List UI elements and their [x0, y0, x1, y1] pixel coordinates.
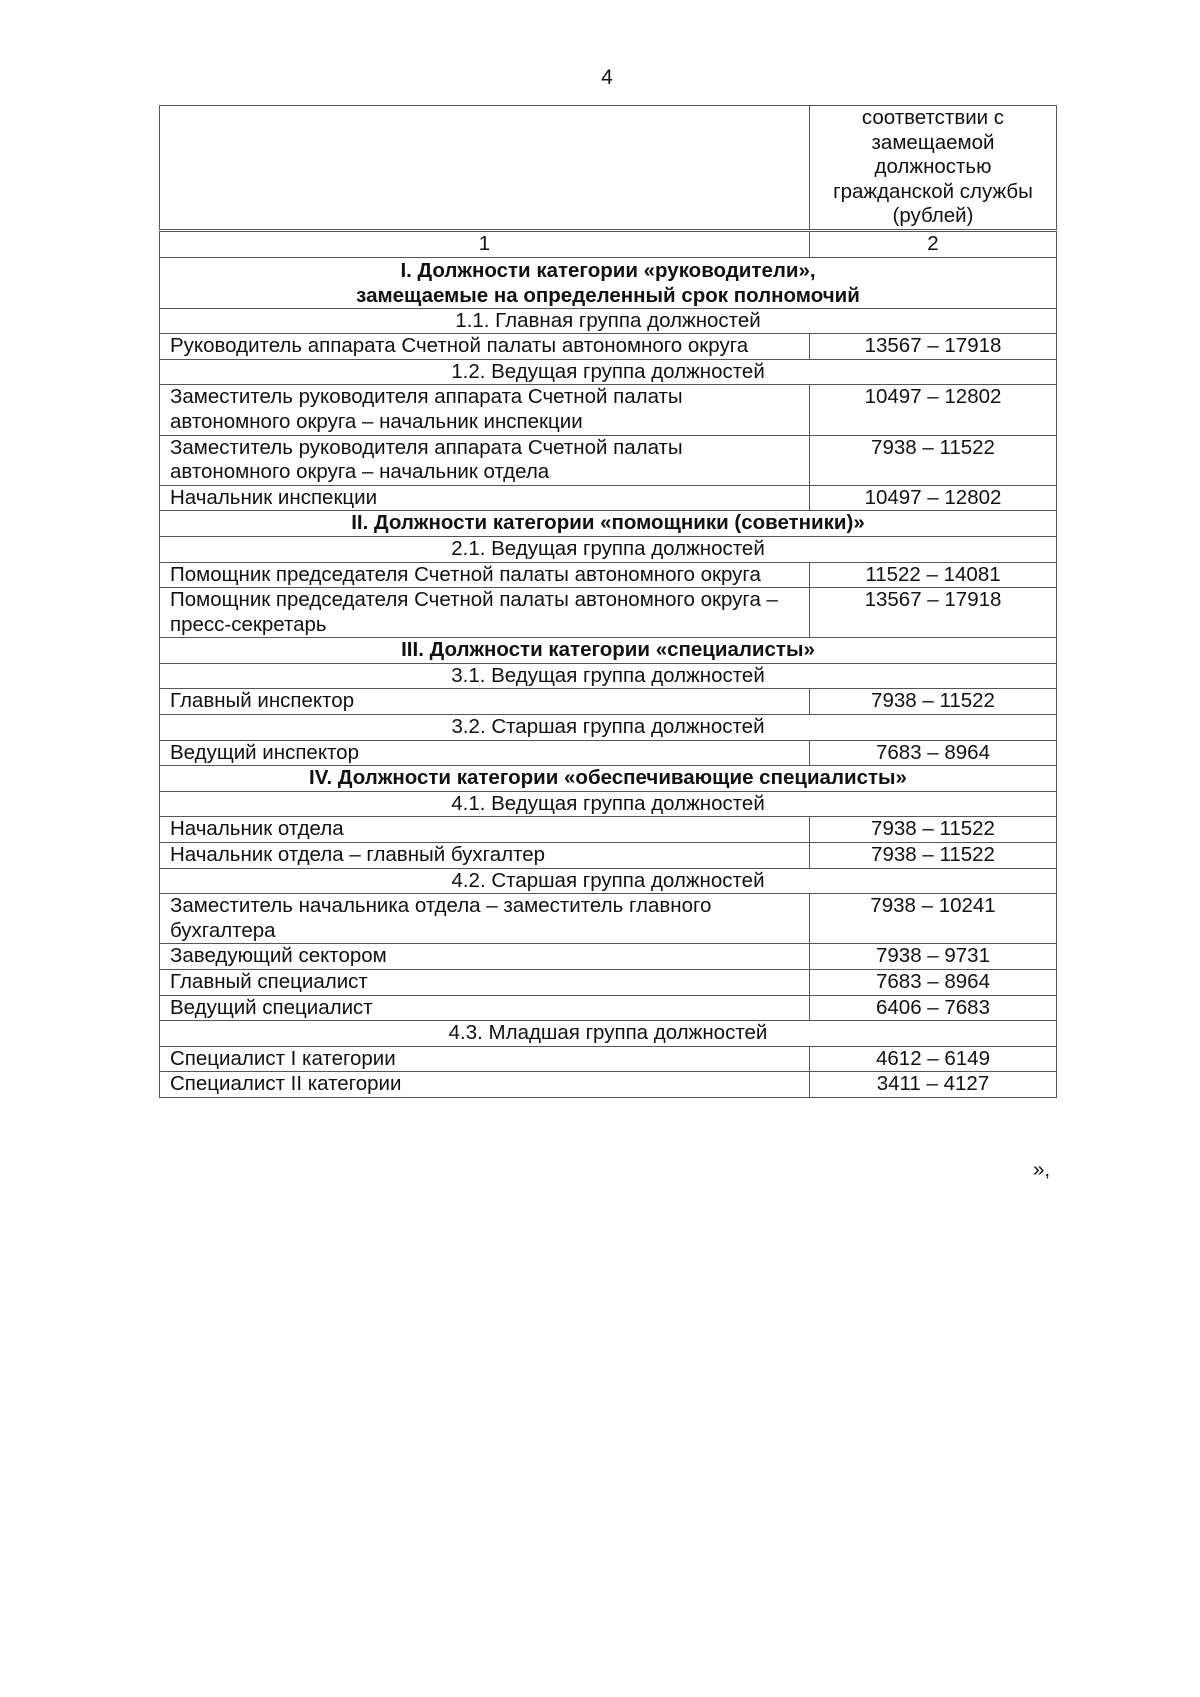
salary-cell: 13567 – 17918	[810, 588, 1057, 638]
salary-cell: 10497 – 12802	[810, 385, 1057, 435]
table-row	[160, 995, 1057, 1021]
table-row	[160, 894, 1057, 944]
table-row	[160, 944, 1057, 970]
table-row	[160, 435, 1057, 485]
position-cell: Специалист II категории	[160, 1072, 810, 1098]
group-heading: 4.3. Младшая группа должностей	[160, 1021, 1057, 1047]
group-heading: 3.2. Старшая группа должностей	[160, 715, 1057, 741]
table-row	[160, 689, 1057, 715]
section-heading: I. Должности категории «руководители», замещаемые на определенный срок полномочий	[160, 257, 1057, 308]
section-heading: III. Должности категории «специалисты»	[160, 638, 1057, 664]
closing-quote: »,	[1033, 1158, 1051, 1181]
page-number: 4	[601, 66, 613, 89]
salary-cell: 7938 – 9731	[810, 944, 1057, 970]
section-heading-row	[160, 638, 1057, 664]
position-cell: Заместитель руководителя аппарата Счетной палаты автономного округа – начальник отдела	[160, 435, 810, 485]
table-row	[160, 385, 1057, 435]
group-heading: 4.2. Старшая группа должностей	[160, 868, 1057, 894]
table-row	[160, 588, 1057, 638]
salary-cell: 7938 – 11522	[810, 817, 1057, 843]
position-cell: Помощник председателя Счетной палаты автономного округа – пресс-секретарь	[160, 588, 810, 638]
salary-table	[159, 105, 1057, 1098]
salary-cell: 7938 – 11522	[810, 435, 1057, 485]
position-cell: Заместитель начальника отдела – заместитель главного бухгалтера	[160, 894, 810, 944]
position-cell: Начальник отдела – главный бухгалтер	[160, 843, 810, 869]
group-heading: 1.1. Главная группа должностей	[160, 308, 1057, 334]
position-cell: Главный инспектор	[160, 689, 810, 715]
header-col1	[160, 106, 810, 231]
table-row	[160, 1046, 1057, 1072]
position-cell: Руководитель аппарата Счетной палаты автономного округа	[160, 334, 810, 360]
position-cell: Помощник председателя Счетной палаты автономного округа	[160, 562, 810, 588]
group-heading-row	[160, 715, 1057, 741]
group-heading: 2.1. Ведущая группа должностей	[160, 536, 1057, 562]
position-cell: Главный специалист	[160, 970, 810, 996]
salary-cell: 6406 – 7683	[810, 995, 1057, 1021]
group-heading: 3.1. Ведущая группа должностей	[160, 663, 1057, 689]
table-row	[160, 970, 1057, 996]
section-heading: IV. Должности категории «обеспечивающие специалисты»	[160, 766, 1057, 792]
group-heading-row	[160, 663, 1057, 689]
column-numbers-row	[160, 230, 1057, 257]
column-number-1: 1	[160, 230, 810, 257]
group-heading: 1.2. Ведущая группа должностей	[160, 359, 1057, 385]
salary-cell: 4612 – 6149	[810, 1046, 1057, 1072]
table-row	[160, 562, 1057, 588]
salary-cell: 7938 – 10241	[810, 894, 1057, 944]
section-heading: II. Должности категории «помощники (советники)»	[160, 511, 1057, 537]
salary-cell: 7683 – 8964	[810, 740, 1057, 766]
salary-cell: 7938 – 11522	[810, 689, 1057, 715]
salary-cell: 3411 – 4127	[810, 1072, 1057, 1098]
table-row	[160, 740, 1057, 766]
section-heading-row	[160, 766, 1057, 792]
group-heading-row	[160, 791, 1057, 817]
salary-cell: 7683 – 8964	[810, 970, 1057, 996]
table-row	[160, 817, 1057, 843]
table-row	[160, 334, 1057, 360]
salary-cell: 13567 – 17918	[810, 334, 1057, 360]
header-col2: соответствии с замещаемой должностью гражданской службы (рублей)	[810, 106, 1057, 231]
position-cell: Начальник инспекции	[160, 485, 810, 511]
position-cell: Ведущий специалист	[160, 995, 810, 1021]
salary-cell: 10497 – 12802	[810, 485, 1057, 511]
section-heading-row	[160, 511, 1057, 537]
column-number-2: 2	[810, 230, 1057, 257]
position-cell: Ведущий инспектор	[160, 740, 810, 766]
group-heading-row	[160, 536, 1057, 562]
group-heading-row	[160, 1021, 1057, 1047]
group-heading: 4.1. Ведущая группа должностей	[160, 791, 1057, 817]
table-row	[160, 485, 1057, 511]
salary-cell: 11522 – 14081	[810, 562, 1057, 588]
table-row	[160, 1072, 1057, 1098]
table-header-row	[160, 106, 1057, 231]
position-cell: Начальник отдела	[160, 817, 810, 843]
section-heading-row	[160, 257, 1057, 308]
table-row	[160, 843, 1057, 869]
group-heading-row	[160, 308, 1057, 334]
salary-cell: 7938 – 11522	[810, 843, 1057, 869]
group-heading-row	[160, 868, 1057, 894]
position-cell: Заведующий сектором	[160, 944, 810, 970]
position-cell: Специалист I категории	[160, 1046, 810, 1072]
position-cell: Заместитель руководителя аппарата Счетной палаты автономного округа – начальник инспекции	[160, 385, 810, 435]
group-heading-row	[160, 359, 1057, 385]
